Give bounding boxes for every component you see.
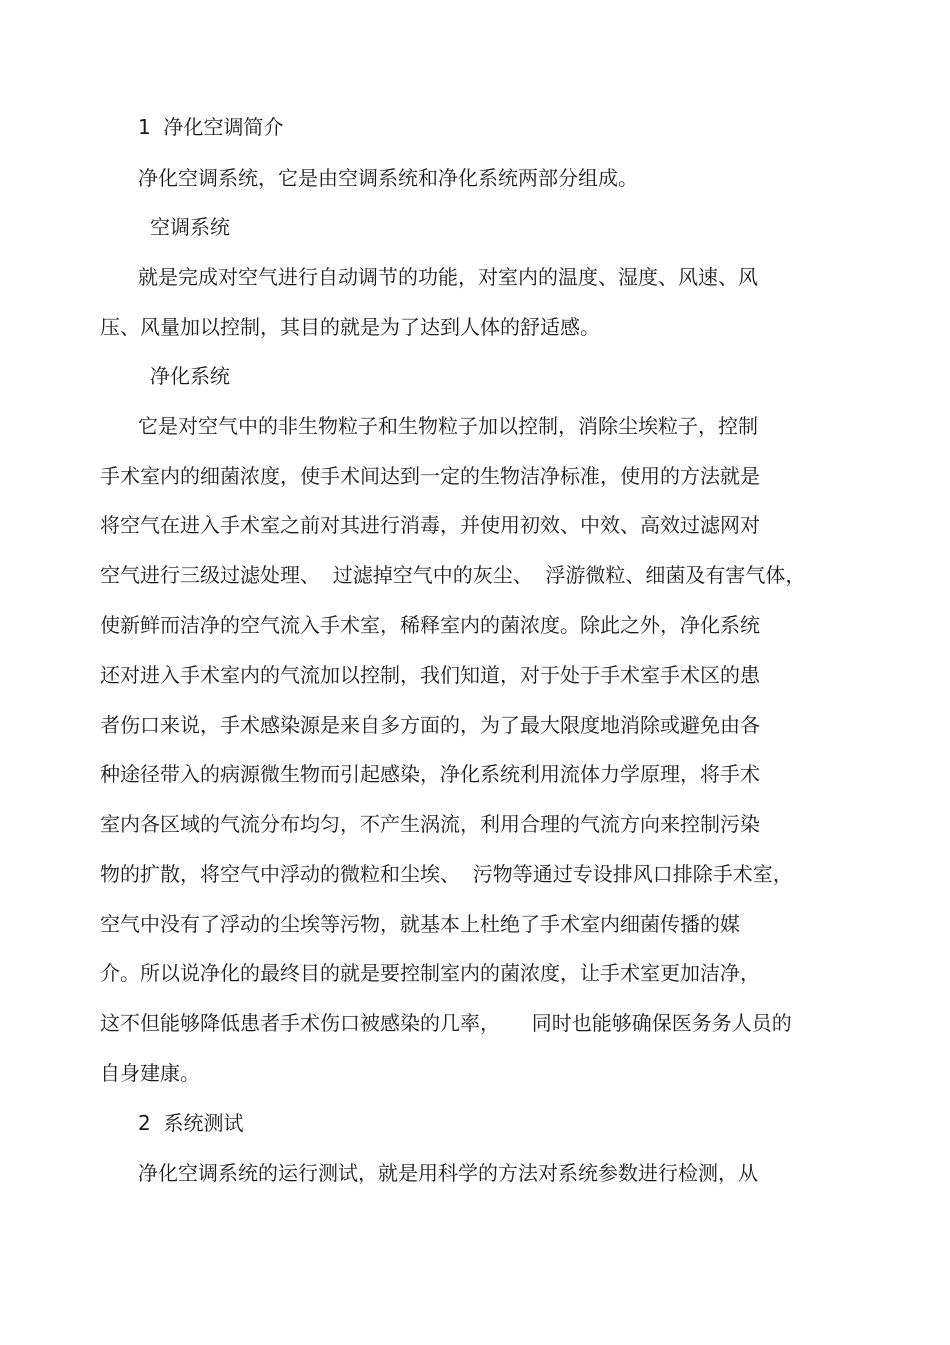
paragraph-line: 手术室内的细菌浓度，使手术间达到一定的生物洁净标准，使用的方法就是 — [100, 464, 760, 488]
paragraph-line: 这不但能够降低患者手术伤口被感染的几率， 同时也能够确保医务务人员的 — [100, 1011, 792, 1035]
paragraph-line: 自身建康。 — [100, 1061, 200, 1085]
paragraph-line: 净化空调系统的运行测试，就是用科学的方法对系统参数进行检测，从 — [138, 1161, 758, 1185]
subheading-air-conditioning: 空调系统 — [150, 215, 230, 239]
subheading-purification: 净化系统 — [150, 364, 230, 388]
paragraph-line: 物的扩散，将空气中浮动的微粒和尘埃、 污物等通过专设排风口排除手术室， — [100, 862, 793, 886]
section-heading-1: 1 净化空调简介 — [138, 115, 284, 139]
paragraph-line: 空气进行三级过滤处理、 过滤掉空气中的灰尘、 浮游微粒、细菌及有害气体， — [100, 563, 806, 587]
section-heading-2: 2 系统测试 — [138, 1111, 244, 1135]
paragraph-line: 将空气在进入手术室之前对其进行消毒，并使用初效、中效、高效过滤网对 — [100, 513, 760, 537]
paragraph-line: 使新鲜而洁净的空气流入手术室，稀释室内的菌浓度。除此之外，净化系统 — [100, 613, 760, 637]
paragraph-line: 就是完成对空气进行自动调节的功能，对室内的温度、湿度、风速、风 — [138, 265, 758, 289]
paragraph-line: 空气中没有了浮动的尘埃等污物，就基本上杜绝了手术室内细菌传播的媒 — [100, 912, 740, 936]
paragraph-line: 净化空调系统，它是由空调系统和净化系统两部分组成。 — [138, 166, 638, 190]
paragraph-line: 它是对空气中的非生物粒子和生物粒子加以控制，消除尘埃粒子，控制 — [138, 414, 758, 438]
paragraph-line: 介。所以说净化的最终目的就是要控制室内的菌浓度，让手术室更加洁净， — [100, 961, 760, 985]
paragraph-line: 压、风量加以控制，其目的就是为了达到人体的舒适感。 — [100, 315, 600, 339]
paragraph-line: 者伤口来说，手术感染源是来自多方面的，为了最大限度地消除或避免由各 — [100, 713, 760, 737]
paragraph-line: 种途径带入的病源微生物而引起感染，净化系统利用流体力学原理，将手术 — [100, 762, 760, 786]
paragraph-line: 还对进入手术室内的气流加以控制，我们知道，对于处于手术室手术区的患 — [100, 663, 760, 687]
paragraph-line: 室内各区域的气流分布均匀，不产生涡流，利用合理的气流方向来控制污染 — [100, 812, 760, 836]
